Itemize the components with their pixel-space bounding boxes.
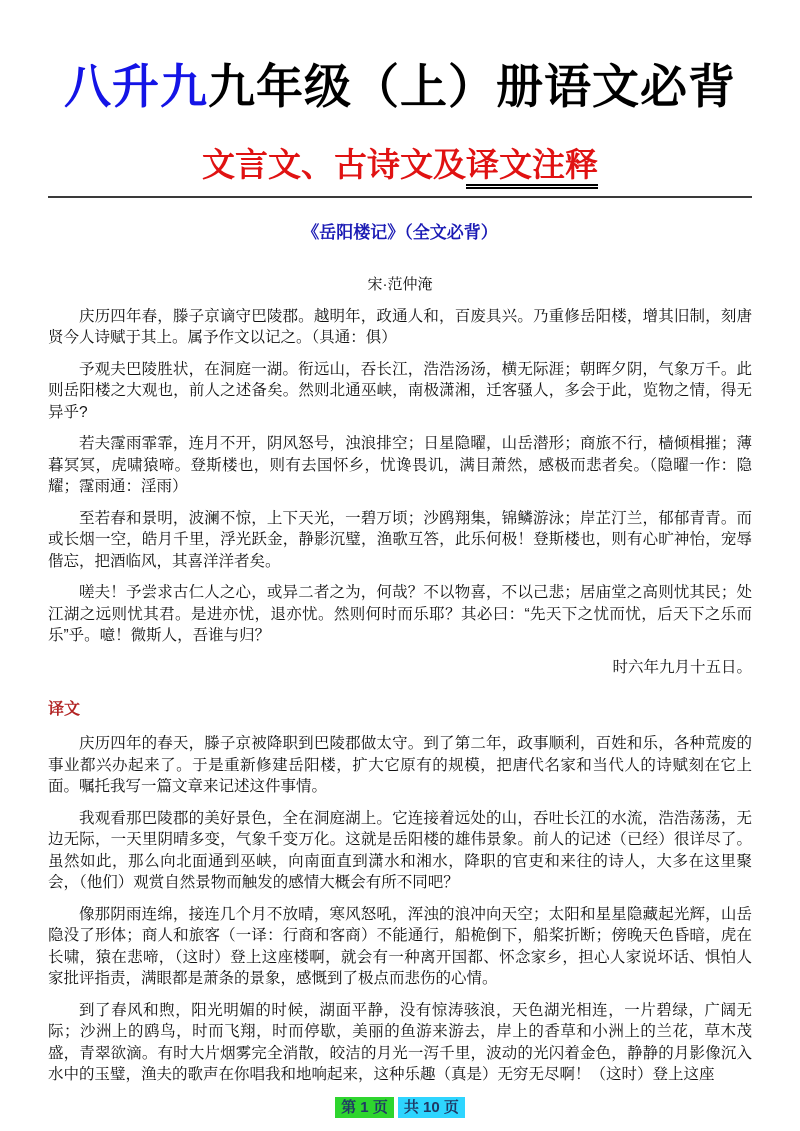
translation-paragraph-2: 我观看那巴陵郡的美好景色，全在洞庭湖上。它连接着远处的山，吞吐长江的水流，浩浩荡荡，无边无际，一天里阴晴多变，气象千变万化。这就是岳阳楼的雄伟景象。前人的记述（已经）很详尽了。虽然如此，那么向北面通到巫峡，向南面直到潇水和湘水，降职的官吏和来往的诗人，大多在这里聚会，（他们）观赏自然景物而触发的感情大概会有所不同吧？ bbox=[48, 809, 752, 892]
page-footer bbox=[0, 1096, 800, 1117]
current-page-badge: 第 1 页 bbox=[335, 1097, 394, 1118]
classical-paragraph-3: 若夫霪雨霏霏，连月不开，阴风怒号，浊浪排空；日星隐曜，山岳潜形；商旅不行，樯倾楫摧；薄暮冥冥，虎啸猿啼。登斯楼也，则有去国怀乡，忧谗畏讥，满目萧然，感极而悲者矣。（隐曜一作：隐耀；霪雨通：淫雨） bbox=[48, 435, 752, 496]
translation-paragraph-4: 到了春风和煦，阳光明媚的时候，湖面平静，没有惊涛骇浪，天色湖光相连，一片碧绿，广阔无际；沙洲上的鸥鸟，时而飞翔，时而停歇，美丽的鱼游来游去，岸上的香草和小洲上的兰花，草木茂盛，青翠欲滴。有时大片烟雾完全消散，皎洁的月光一泻千里，波动的光闪着金色，静静的月影像沉入水中的玉璧，渔夫的歌声在你唱我和地响起来，这种乐趣（真是）无穷无尽啊！（这时）登上这座 bbox=[48, 1001, 752, 1084]
translation-paragraph-1: 庆历四年的春天，滕子京被降职到巴陵郡做太守。到了第二年，政事顺利，百姓和乐，各种荒废的事业都兴办起来了。于是重新修建岳阳楼，扩大它原有的规模，把唐代名家和当代人的诗赋刻在它上面。嘱托我写一篇文章来记述这件事情。 bbox=[48, 735, 752, 796]
date-line: 时六年九月十五日。 bbox=[612, 658, 752, 676]
classical-paragraph-5: 嗟夫！予尝求古仁人之心，或异二者之为，何哉？不以物喜，不以己悲；居庙堂之高则忧其民；处江湖之远则忧其君。是进亦忧，退亦忧。然则何时而乐耶？其必曰：“先天下之忧而忧，后天下之乐而乐”乎。噫！微斯人，吾谁与归？ bbox=[48, 584, 752, 645]
header-divider-line bbox=[48, 196, 752, 198]
page-subtitle bbox=[48, 139, 752, 186]
total-pages-badge: 共 10 页 bbox=[398, 1097, 465, 1118]
classical-paragraph-2: 予观夫巴陵胜状，在洞庭一湖。衔远山，吞长江，浩浩汤汤，横无际涯；朝晖夕阴，气象万千。此则岳阳楼之大观也，前人之述备矣。然则北通巫峡，南极潇湘，迁客骚人，多会于此，览物之情，得无异乎? bbox=[48, 360, 752, 421]
page-title bbox=[48, 58, 752, 117]
page-subtitle-prefix: 文言文、古诗文及 bbox=[202, 145, 466, 183]
translation-heading: 译文 bbox=[48, 701, 81, 719]
translation-paragraph-3: 像那阴雨连绵，接连几个月不放晴，寒风怒吼，浑浊的浪冲向天空；太阳和星星隐藏起光辉，山岳隐没了形体；商人和旅客（一译：行商和客商）不能通行，船桅倒下，船桨折断；傍晚天色昏暗，虎在长啸，猿在悲啼，（这时）登上这座楼啊，就会有一种离开国都、怀念家乡，担心人家说坏话、惧怕人家批评指责，满眼都是萧条的景象，感慨到了极点而悲伤的心情。 bbox=[48, 905, 752, 988]
page-subtitle-underlined: 译文注释 bbox=[466, 146, 598, 189]
section-title: 《岳阳楼记》（全文必背） bbox=[302, 222, 498, 242]
page-title-highlight: 八升九 bbox=[64, 60, 208, 113]
document-body bbox=[48, 218, 752, 1086]
classical-paragraph-1: 庆历四年春，滕子京谪守巴陵郡。越明年，政通人和，百废具兴。乃重修岳阳楼，增其旧制，刻唐贤今人诗赋于其上。属予作文以记之。（具通：俱） bbox=[48, 307, 752, 347]
page-title-rest: 九年级（上）册语文必背 bbox=[208, 60, 736, 113]
classical-paragraph-4: 至若春和景明，波澜不惊，上下天光，一碧万顷；沙鸥翔集，锦鳞游泳；岸芷汀兰，郁郁青青。而或长烟一空，皓月千里，浮光跃金，静影沉璧，渔歌互答，此乐何极！登斯楼也，则有心旷神怡，宠辱偕忘，把酒临风，其喜洋洋者矣。 bbox=[48, 509, 752, 570]
document-header bbox=[48, 58, 752, 198]
author-name: 宋·范仲淹 bbox=[367, 275, 433, 293]
